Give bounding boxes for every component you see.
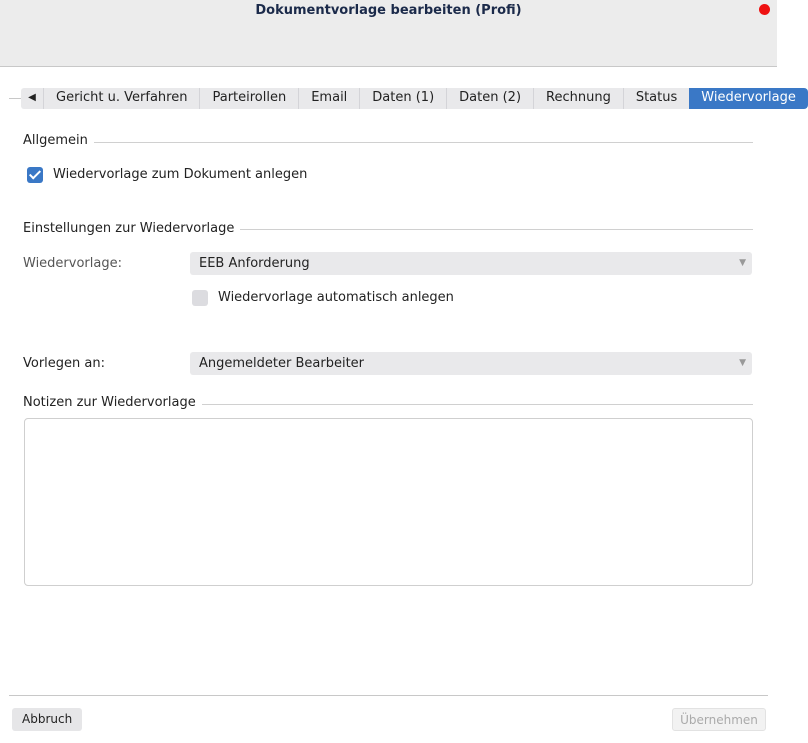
close-window-icon[interactable] [759, 4, 770, 15]
chevron-down-icon: ▼ [739, 258, 746, 268]
tab-bar [21, 88, 808, 109]
create-wiedervorlage-checkbox[interactable] [27, 167, 43, 183]
wiedervorlage-select[interactable] [190, 252, 752, 275]
window-title: Dokumentvorlage bearbeiten (Profi) [255, 3, 522, 18]
chevron-down-icon: ▼ [739, 358, 746, 368]
notes-textarea[interactable] [24, 418, 753, 586]
section-title-notizen: Notizen zur Wiedervorlage [23, 395, 202, 410]
tab-rechnung[interactable]: Rechnung [533, 88, 623, 109]
auto-create-checkbox[interactable] [192, 290, 208, 306]
tab-daten-2[interactable]: Daten (2) [446, 88, 533, 109]
tab-status[interactable]: Status [623, 88, 689, 109]
section-divider [88, 142, 753, 143]
tab-daten-1[interactable]: Daten (1) [359, 88, 446, 109]
title-bar [0, 0, 777, 67]
section-title-einstellungen: Einstellungen zur Wiedervorlage [23, 221, 240, 236]
section-title-allgemein: Allgemein [23, 133, 94, 148]
cancel-button[interactable]: Abbruch [12, 708, 82, 731]
tab-email[interactable]: Email [298, 88, 359, 109]
wiedervorlage-field-label: Wiedervorlage: [23, 256, 122, 271]
auto-create-label[interactable]: Wiedervorlage automatisch anlegen [218, 290, 454, 305]
footer-divider [9, 695, 768, 696]
vorlegen-select[interactable] [190, 352, 752, 375]
vorlegen-field-label: Vorlegen an: [23, 356, 105, 371]
tab-parteirollen[interactable]: Parteirollen [199, 88, 298, 109]
tab-wiedervorlage[interactable]: Wiedervorlage [689, 88, 808, 109]
tab-scroll-left-icon[interactable]: ◀ [21, 88, 43, 109]
tab-gericht-verfahren[interactable]: Gericht u. Verfahren [43, 88, 199, 109]
create-wiedervorlage-label[interactable]: Wiedervorlage zum Dokument anlegen [53, 167, 308, 182]
section-divider [221, 229, 753, 230]
section-divider [186, 404, 753, 405]
wiedervorlage-select-value: EEB Anforderung [199, 256, 310, 271]
apply-button[interactable]: Übernehmen [672, 708, 766, 731]
vorlegen-select-value: Angemeldeter Bearbeiter [199, 356, 365, 371]
